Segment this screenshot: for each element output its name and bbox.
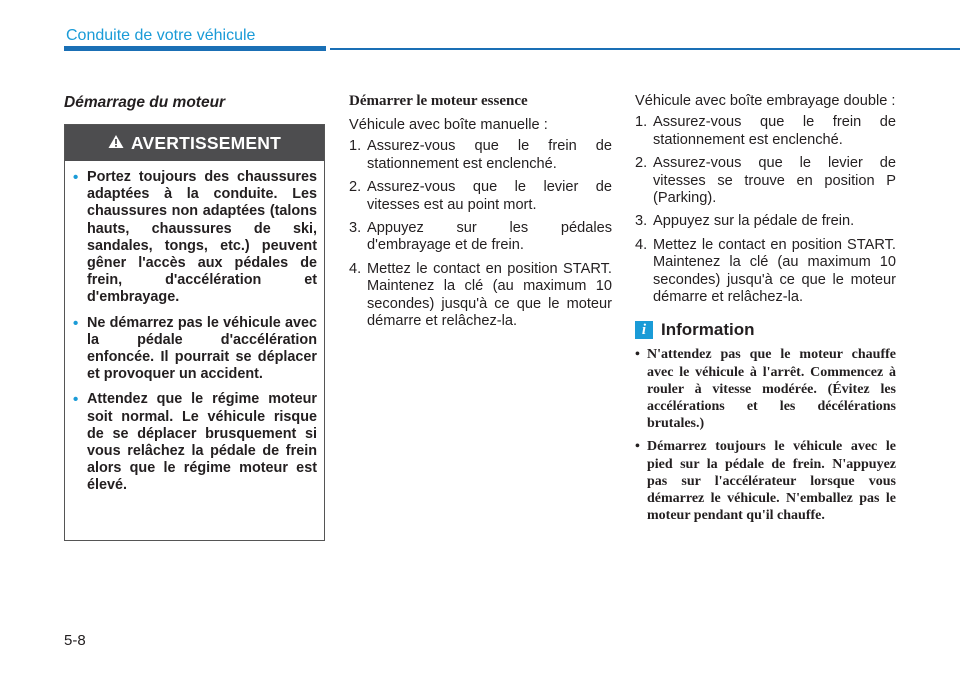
- dct-steps: [635, 114, 896, 306]
- warning-item: • Attendez que le régime moteur soit normal. Le véhicule risque de se déplacer brusquement si vous relâchez la pédale de frein alors que le régime moteur est élevé.: [73, 391, 317, 494]
- step-item: 2. Assurez-vous que le levier de vitesses se trouve en position P (Parking).: [635, 155, 896, 207]
- warning-list: [65, 161, 324, 495]
- warning-header: [65, 125, 324, 161]
- header-rule-thin: [330, 48, 960, 50]
- bullet-icon: •: [635, 439, 640, 455]
- information-title: Information: [661, 320, 755, 340]
- bullet-icon: •: [73, 391, 79, 409]
- step-item: 4. Mettez le contact en position START. Maintenez la clé (au maximum 10 secondes) jusqu'à ce que le moteur démarre et relâchez-la.: [635, 236, 896, 306]
- step-item: 3. Appuyez sur les pédales d'embrayage et de frein.: [349, 220, 612, 254]
- warning-triangle-icon: [108, 133, 124, 154]
- information-header: [635, 320, 896, 340]
- header-title: Conduite de votre véhicule: [66, 27, 256, 44]
- step-item: 2. Assurez-vous que le levier de vitesses est au point mort.: [349, 179, 612, 213]
- manual-intro: Véhicule avec boîte manuelle :: [349, 117, 548, 133]
- bullet-icon: •: [73, 314, 79, 332]
- warning-item: • Ne démarrez pas le véhicule avec la pédale d'accélération enfoncée. Il pourrait se déplacer et provoquer un accident.: [73, 314, 317, 383]
- page-number: 5-8: [64, 632, 86, 649]
- manual-steps: [349, 138, 612, 330]
- warning-item: • Portez toujours des chaussures adaptées à la conduite. Les chaussures non adaptées (talons hauts, chaussures de ski, sandales, tongs, etc.) peuvent gêner l'accès aux pédales de frein, d'accélération et d'embrayage.: [73, 169, 317, 306]
- step-item: 1. Assurez-vous que le frein de stationnement est enclenché.: [635, 114, 896, 148]
- step-item: 3. Appuyez sur la pédale de frein.: [635, 213, 855, 230]
- information-list: [635, 346, 896, 524]
- essence-title: Démarrer le moteur essence: [349, 93, 528, 109]
- warning-box: [64, 124, 325, 541]
- bullet-icon: •: [73, 169, 79, 186]
- bullet-icon: •: [635, 347, 640, 363]
- step-item: 1. Assurez-vous que le frein de stationnement est enclenché.: [349, 138, 612, 172]
- info-icon: i: [635, 321, 653, 339]
- information-item: • Démarrez toujours le véhicule avec le pied sur la pédale de frein. N'appuyez pas sur l'accélérateur lorsque vous démarrez le véhicule. N'emballez pas le moteur pendant qu'il chauffe.: [635, 439, 896, 524]
- header-rule-thick: [64, 46, 326, 51]
- information-item: • N'attendez pas que le moteur chauffe avec le véhicule à l'arrêt. Commencez à rouler à vitesse modérée. (Évitez les accélérations et les décélérations brutales.): [635, 347, 896, 432]
- warning-heading: AVERTISSEMENT: [130, 132, 282, 153]
- column-dct: [635, 93, 896, 531]
- section-title: Démarrage du moteur: [64, 94, 226, 111]
- step-item: 4. Mettez le contact en position START. Maintenez la clé (au maximum 10 secondes) jusqu'à ce que le moteur démarre et relâchez-la.: [349, 260, 612, 330]
- dct-intro: Véhicule avec boîte embrayage double :: [635, 93, 896, 109]
- column-manual: [349, 93, 612, 336]
